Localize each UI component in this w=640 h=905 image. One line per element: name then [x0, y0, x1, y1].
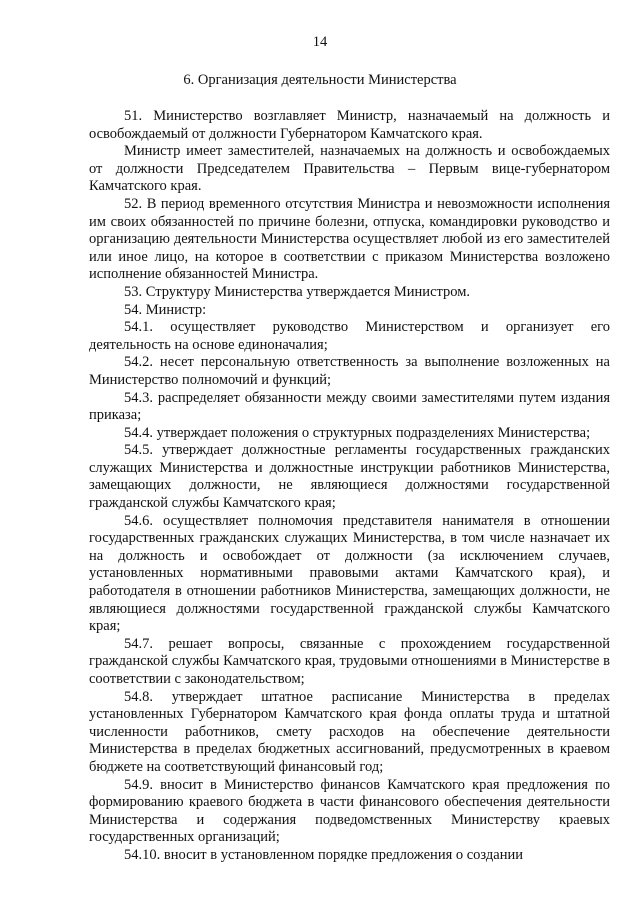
paragraph: 54.1. осуществляет руководство Министерством и организует его деятельность на основе единоначалия; [89, 319, 610, 353]
paragraph: 54.6. осуществляет полномочия представителя нанимателя в отношении государственных гражданских служащих Министерства, в том числе назначает их на должность и освобождает от должности (за исключением случаев, установленных нормативными правовыми актами Камчатского края), и работодателя в отношении работников Министерства, замещающих должности, не являющиеся должностями государственной гражданской службы Камчатского края; [89, 512, 610, 635]
paragraph: 54. Министр: [124, 301, 207, 318]
paragraph: 54.5. утверждает должностные регламенты государственных гражданских служащих Министерства и должностные инструкции работников Министерства, замещающих должности, не являющиеся должностями государственной гражданской службы Камчатского края; [89, 442, 610, 512]
paragraph: 54.10. вносит в установленном порядке предложения о создании [124, 846, 523, 863]
paragraph: 53. Структуру Министерства утверждается Министром. [124, 283, 471, 300]
paragraph: 54.8. утверждает штатное расписание Министерства в пределах установленных Губернатором Камчатского края фонда оплаты труда и штатной численности работников, смету расходов на обеспечение деятельности Министерства в пределах бюджетных ассигнований, предусмотренных в краевом бюджете на соответствующий финансовый год; [89, 688, 610, 775]
paragraph: 51. Министерство возглавляет Министр, назначаемый на должность и освобождаемый от должности Губернатором Камчатского края. [89, 108, 610, 142]
paragraph: 54.3. распределяет обязанности между своими заместителями путем издания приказа; [89, 389, 610, 424]
section-title: 6. Организация деятельности Министерства [183, 72, 457, 88]
paragraph: 52. В период временного отсутствия Министра и невозможности исполнения им своих обязанностей по причине болезни, отпуска, командировки руководство и организацию деятельности Министерства осуществляет любой из его заместителей или иное лицо, на которое в соответствии с приказом Министерства возложено исполнение обязанностей Министра. [89, 195, 610, 283]
paragraph: 54.4. утверждает положения о структурных подразделениях Министерства; [124, 424, 591, 441]
paragraph: 54.7. решает вопросы, связанные с прохождением государственной гражданской службы Камчатского края, трудовыми отношениями в Министерстве в соответствии с законодательством; [89, 635, 610, 687]
paragraph: 54.9. вносит в Министерство финансов Камчатского края предложения по формированию краевого бюджета в части финансового обеспечения деятельности Министерства и содержания подведомственных Министерству краевых государственных организаций; [89, 776, 610, 846]
paragraph: 54.2. несет персональную ответственность за выполнение возложенных на Министерство полномочий и функций; [89, 354, 610, 388]
paragraph: Министр имеет заместителей, назначаемых на должность и освобождаемых от должности Председателем Правительства – Первым вице-губернатором Камчатского края. [89, 143, 610, 195]
document-body [89, 108, 610, 865]
page-number: 14 [312, 34, 328, 50]
